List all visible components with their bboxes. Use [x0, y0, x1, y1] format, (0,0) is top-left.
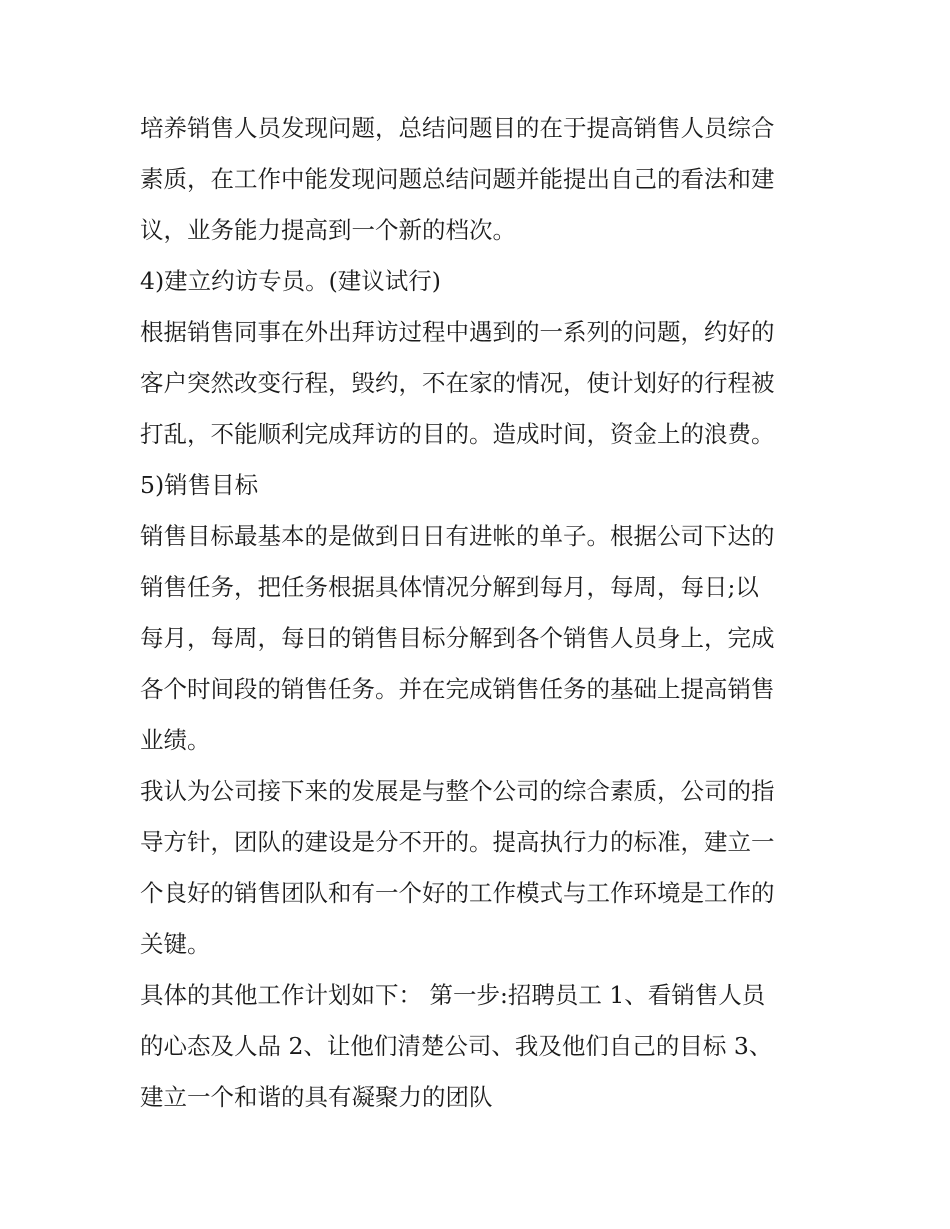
text-line: 销售任务，把任务根据具体情况分解到每月，每周，每日;以: [140, 573, 759, 601]
text-line: 素质，在工作中能发现问题总结问题并能提出自己的看法和建: [140, 165, 775, 193]
text-line: 关键。: [140, 930, 211, 958]
text-line: 具体的其他工作计划如下： 第一步:招聘员工 1、看销售人员: [140, 981, 766, 1009]
paragraph-company-development: [140, 766, 820, 970]
text-line: 各个时间段的销售任务。并在完成销售任务的基础上提高销售: [140, 675, 775, 703]
text-line: 4)建立约访专员。(建议试行): [140, 267, 441, 295]
text-line: 5)销售目标: [140, 471, 259, 499]
text-line: 导方针，团队的建设是分不开的。提高执行力的标准，建立一: [140, 828, 775, 856]
text-line: 销售目标最基本的是做到日日有进帐的单子。根据公司下达的: [140, 522, 775, 550]
text-line: 业绩。: [140, 726, 211, 754]
text-line: 议，业务能力提高到一个新的档次。: [140, 216, 516, 244]
text-line: 打乱，不能顺利完成拜访的目的。造成时间，资金上的浪费。: [140, 420, 775, 448]
paragraph-cultivate-staff: [140, 103, 820, 256]
heading-appointment-specialist: [140, 256, 820, 307]
heading-sales-target: [140, 460, 820, 511]
text-line: 每月，每周，每日的销售目标分解到各个销售人员身上，完成: [140, 624, 775, 652]
paragraph-work-plan: [140, 970, 820, 1123]
document-body: [140, 103, 820, 1123]
text-line: 客户突然改变行程，毁约，不在家的情况，使计划好的行程被: [140, 369, 775, 397]
text-line: 的心态及人品 2、让他们清楚公司、我及他们自己的目标 3、: [140, 1032, 773, 1060]
text-line: 培养销售人员发现问题，总结问题目的在于提高销售人员综合: [140, 114, 775, 142]
paragraph-appointment-reason: [140, 307, 820, 460]
text-line: 根据销售同事在外出拜访过程中遇到的一系列的问题，约好的: [140, 318, 775, 346]
text-line: 建立一个和谐的具有凝聚力的团队: [140, 1083, 493, 1111]
paragraph-sales-target: [140, 511, 820, 766]
text-line: 个良好的销售团队和有一个好的工作模式与工作环境是工作的: [140, 879, 775, 907]
text-line: 我认为公司接下来的发展是与整个公司的综合素质，公司的指: [140, 777, 775, 805]
